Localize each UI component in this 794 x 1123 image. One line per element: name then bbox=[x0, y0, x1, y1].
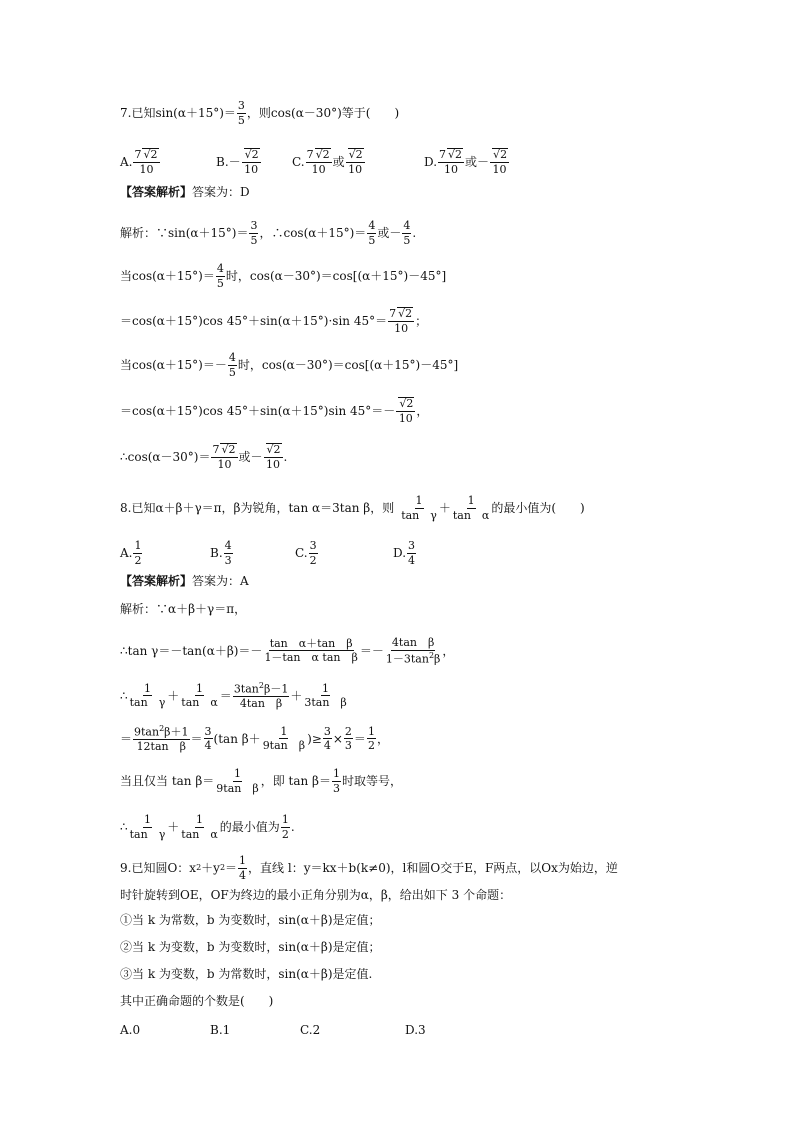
fraction-den: 3 bbox=[344, 739, 352, 753]
sqrt-arg: 2 bbox=[455, 148, 463, 161]
text: ∴cos(α－30°)＝ bbox=[120, 449, 211, 464]
fraction-den: 1－3tan bbox=[385, 652, 429, 666]
q8-solution-line-1 bbox=[120, 603, 246, 615]
answer-tag: 【答案解析】 bbox=[120, 185, 193, 199]
exponent: 2 bbox=[258, 681, 264, 690]
sqrt-arg: 2 bbox=[322, 148, 330, 161]
fraction-den: 5 bbox=[250, 233, 258, 247]
text: ＝ bbox=[225, 861, 238, 876]
text: ＝cos(α＋15°)cos 45°＋sin(α＋15°)sin 45°＝－ bbox=[120, 403, 396, 418]
text: ，即 tan β＝ bbox=[260, 774, 331, 789]
text: 时针旋转到OE，OF为终边的最小正角分别为α，β，给出如下 3 个命题： bbox=[120, 888, 512, 902]
text: ②当 k 为变数，b 为变数时，sin(α＋β)是定值； bbox=[120, 940, 381, 954]
q8-stem-text: 8.已知α＋β＋γ＝π，β为锐角，tan α＝3tan β，则 bbox=[120, 501, 395, 516]
sqrt-arg: 2 bbox=[228, 443, 236, 456]
text: 解析：∵sin(α＋15°)＝ bbox=[120, 226, 249, 241]
exponent: 2 bbox=[428, 650, 435, 660]
q9-option-c[interactable] bbox=[300, 1024, 405, 1036]
fraction-num: 9tan bbox=[134, 725, 160, 739]
fraction-num: 1 bbox=[233, 767, 241, 780]
text: ＝ bbox=[353, 731, 366, 746]
fraction-den: 10 bbox=[311, 162, 326, 176]
fraction-num: 3 bbox=[309, 539, 317, 552]
fraction-den: 3 bbox=[224, 553, 232, 567]
q8-solution-line-2 bbox=[120, 637, 454, 665]
fraction-den: β bbox=[434, 652, 441, 666]
fraction-den: 10 bbox=[217, 457, 232, 471]
q7-solution-line-1 bbox=[120, 220, 416, 246]
text: 解析：∵α＋β＋γ＝π， bbox=[120, 602, 247, 616]
q7-option-d[interactable] bbox=[424, 148, 510, 175]
fraction-num: 7 bbox=[389, 307, 397, 320]
fraction-num: 3 bbox=[408, 539, 416, 552]
fraction-num: 1 bbox=[143, 681, 151, 695]
fraction-num: tan α＋tan β bbox=[269, 636, 353, 650]
q7-solution-line-5 bbox=[120, 397, 428, 424]
fraction-den: 4 bbox=[239, 868, 247, 882]
fraction-den: 5 bbox=[368, 233, 376, 247]
fraction-num: 3tan bbox=[233, 682, 259, 696]
q7-stem bbox=[120, 100, 399, 126]
text: 当cos(α＋15°)＝－ bbox=[120, 358, 227, 373]
text: . bbox=[283, 449, 288, 464]
sqrt-icon: √2 bbox=[143, 148, 158, 161]
option-or: 或－ bbox=[465, 154, 490, 169]
q7-answer bbox=[120, 186, 250, 198]
option-label: D. bbox=[424, 154, 438, 169]
fraction-den: 9tan β bbox=[262, 739, 306, 753]
text: ＝－ bbox=[359, 643, 384, 658]
sqrt-arg: 2 bbox=[150, 148, 158, 161]
fraction-num: 1 bbox=[415, 494, 423, 507]
q9-option-b[interactable] bbox=[210, 1024, 300, 1036]
q7-solution-line-3 bbox=[120, 307, 427, 334]
text: ①当 k 为常数，b 为变数时，sin(α＋β)是定值； bbox=[120, 913, 381, 927]
text: × bbox=[332, 731, 343, 746]
fraction-num: 4 bbox=[228, 351, 236, 364]
text: (tan β＋ bbox=[213, 731, 261, 746]
fraction-num: 4 bbox=[368, 219, 376, 232]
q9-option-d[interactable] bbox=[405, 1024, 426, 1036]
fraction-num: 7 bbox=[212, 443, 220, 456]
text: )≥ bbox=[307, 731, 322, 746]
q8-stem-text-end: 的最小值为( ) bbox=[491, 501, 585, 516]
option-label: A. bbox=[120, 154, 133, 169]
equals-sign: ＝ bbox=[219, 688, 232, 703]
text: ∴ bbox=[120, 820, 128, 835]
fraction-den: 10 bbox=[244, 162, 259, 176]
fraction-num: β＋1 bbox=[164, 725, 189, 739]
fraction-den: tan γ bbox=[129, 696, 166, 710]
option-label: A. bbox=[120, 546, 133, 561]
option-label: B.－ bbox=[216, 154, 241, 169]
fraction-num: 1 bbox=[196, 813, 204, 826]
sqrt-icon: √2 bbox=[398, 307, 413, 320]
q8-solution-line-4 bbox=[120, 725, 389, 753]
plus-sign: ＋ bbox=[167, 820, 180, 835]
option-label: C. bbox=[295, 546, 308, 561]
text: ＝ bbox=[190, 731, 203, 746]
option-label: C.2 bbox=[300, 1023, 321, 1037]
q9-question bbox=[120, 995, 273, 1007]
fraction-num: 1 bbox=[332, 767, 340, 780]
fraction-den: tan α bbox=[181, 696, 218, 710]
q8-answer bbox=[120, 575, 249, 587]
fraction-den: 1－tan α tan β bbox=[264, 651, 358, 665]
option-or: 或 bbox=[332, 154, 345, 169]
text: ＋y bbox=[201, 861, 220, 876]
q7-solution-line-4 bbox=[120, 352, 458, 378]
fraction-den: 10 bbox=[348, 162, 363, 176]
text: ， bbox=[442, 643, 455, 658]
fraction-den: 10 bbox=[266, 457, 281, 471]
q9-claim-2 bbox=[120, 941, 381, 953]
fraction-den: 9tan β bbox=[216, 781, 259, 795]
fraction-num: 7 bbox=[439, 148, 447, 161]
fraction-den: 2 bbox=[134, 553, 142, 567]
fraction-num: 4 bbox=[224, 539, 232, 552]
q9-claim-3 bbox=[120, 968, 372, 980]
fraction-num: 7 bbox=[134, 148, 142, 161]
fraction-num: 1 bbox=[467, 494, 475, 507]
exponent: 2 bbox=[196, 863, 202, 873]
sqrt-icon: √2 bbox=[399, 397, 414, 410]
text: . bbox=[412, 226, 417, 241]
answer-tag: 【答案解析】 bbox=[120, 574, 193, 588]
text: 时取等号， bbox=[341, 774, 402, 789]
text: 时，cos(α－30°)＝cos[(α＋15°)－45°] bbox=[225, 269, 447, 284]
sqrt-arg: 2 bbox=[355, 148, 363, 161]
sqrt-icon: √2 bbox=[348, 148, 363, 161]
answer-text: 答案为：D bbox=[192, 185, 250, 199]
fraction-num: 3 bbox=[323, 724, 331, 738]
text: ，∴cos(α＋15°)＝ bbox=[259, 226, 367, 241]
fraction-num: 1 bbox=[239, 854, 247, 867]
fraction-den: tan γ bbox=[401, 508, 437, 522]
q7-stem-fraction bbox=[237, 100, 246, 126]
sqrt-arg: 2 bbox=[251, 148, 259, 161]
fraction-den: 5 bbox=[228, 365, 236, 379]
fraction-num: 3 bbox=[204, 724, 212, 738]
fraction-num: 1 bbox=[143, 813, 151, 826]
sqrt-icon: √2 bbox=[315, 148, 330, 161]
exponent: 2 bbox=[219, 863, 226, 873]
fraction-num: 1 bbox=[367, 724, 375, 738]
q8-option-d[interactable] bbox=[393, 540, 417, 566]
fraction-num: β－1 bbox=[263, 682, 289, 696]
q7-option-c[interactable] bbox=[292, 148, 424, 175]
q7-options bbox=[120, 148, 510, 175]
sqrt-arg: 2 bbox=[406, 397, 414, 410]
text: ＝cos(α＋15°)cos 45°＋sin(α＋15°)·sin 45°＝ bbox=[120, 313, 388, 328]
sqrt-icon: √2 bbox=[221, 443, 236, 456]
text: 其中正确命题的个数是( ) bbox=[120, 994, 274, 1008]
text: ∴ bbox=[120, 688, 128, 703]
option-label: D. bbox=[393, 546, 407, 561]
q7-stem-text: 7.已知sin(α＋15°)＝ bbox=[120, 106, 236, 121]
fraction-num: 1 bbox=[281, 813, 289, 826]
text: . bbox=[290, 820, 295, 835]
text: 时，cos(α－30°)＝cos[(α＋15°)－45°] bbox=[237, 358, 459, 373]
fraction-num: 1 bbox=[280, 724, 288, 738]
option-label: B. bbox=[210, 546, 223, 561]
fraction-den: 10 bbox=[492, 162, 507, 176]
sqrt-icon: √2 bbox=[266, 443, 281, 456]
text: ＝ bbox=[120, 731, 133, 746]
fraction-den: tan α bbox=[452, 508, 490, 522]
text: ∴tan γ＝－tan(α＋β)＝－ bbox=[120, 643, 263, 658]
fraction-num: 1 bbox=[196, 681, 204, 695]
q7-solution-line-2 bbox=[120, 263, 446, 289]
fraction-den: tan γ bbox=[129, 827, 166, 841]
q9-options bbox=[120, 1024, 426, 1036]
option-label: B.1 bbox=[210, 1023, 231, 1037]
option-label: A.0 bbox=[120, 1023, 141, 1037]
fraction-num: 3 bbox=[250, 219, 258, 232]
q7-option-a[interactable] bbox=[120, 148, 216, 175]
q7-option-b[interactable] bbox=[216, 148, 292, 175]
sqrt-arg: 2 bbox=[273, 443, 281, 456]
sqrt-icon: √2 bbox=[244, 148, 259, 161]
fraction-num: 4 bbox=[403, 219, 411, 232]
fraction-den: 5 bbox=[237, 113, 245, 127]
sqrt-icon: √2 bbox=[448, 148, 463, 161]
fraction-num: 1 bbox=[322, 681, 330, 695]
fraction-den: 3tan β bbox=[304, 696, 347, 710]
fraction-den: 12tan β bbox=[136, 740, 186, 754]
q8-option-a[interactable] bbox=[120, 540, 210, 566]
fraction-den: 5 bbox=[216, 276, 224, 290]
text: 的最小值为 bbox=[219, 820, 280, 835]
fraction-den: 4 bbox=[408, 553, 416, 567]
q7-solution-line-6 bbox=[120, 443, 287, 470]
q9-stem-line-2 bbox=[120, 889, 511, 901]
q8-option-b[interactable] bbox=[210, 540, 295, 566]
sqrt-arg: 2 bbox=[405, 307, 413, 320]
text: ， bbox=[416, 403, 429, 418]
fraction-num: 7 bbox=[306, 148, 314, 161]
fraction-num: 4 bbox=[216, 262, 224, 275]
plus-sign: ＋ bbox=[290, 688, 303, 703]
text: 或－ bbox=[377, 226, 402, 241]
fraction-den: tan α bbox=[181, 827, 218, 841]
text: 或－ bbox=[238, 449, 263, 464]
fraction-den: 10 bbox=[394, 321, 409, 335]
text: 当cos(α＋15°)＝ bbox=[120, 269, 215, 284]
sqrt-icon: √2 bbox=[493, 148, 508, 161]
text: 9.已知圆O：x bbox=[120, 861, 197, 876]
text: 当且仅当 tan β＝ bbox=[120, 774, 215, 789]
q9-claim-1 bbox=[120, 914, 381, 926]
exponent: 2 bbox=[159, 724, 165, 733]
sqrt-arg: 2 bbox=[500, 148, 508, 161]
fraction-den: 10 bbox=[398, 411, 413, 425]
text: ，直线 l：y＝kx＋b(k≠0)，l和圆O交于E，F两点，以Ox为始边，逆 bbox=[248, 861, 618, 876]
fraction-den: 2 bbox=[367, 739, 375, 753]
q8-options bbox=[120, 540, 417, 566]
q8-solution-line-6 bbox=[120, 814, 295, 840]
text: ③当 k 为变数，b 为常数时，sin(α＋β)是定值. bbox=[120, 967, 373, 981]
q7-stem-text-end: ，则cos(α－30°)等于( ) bbox=[246, 106, 400, 121]
fraction-num: 3 bbox=[237, 99, 245, 112]
plus-sign: ＋ bbox=[167, 688, 180, 703]
fraction-num: 4tan β bbox=[391, 636, 435, 649]
fraction-den: 3 bbox=[332, 781, 340, 795]
fraction-num: 1 bbox=[134, 539, 142, 552]
fraction-den: 4 bbox=[204, 739, 212, 753]
text: ， bbox=[376, 731, 389, 746]
q8-solution-line-5 bbox=[120, 768, 402, 794]
answer-text: 答案为：A bbox=[192, 574, 249, 588]
fraction-den: 2 bbox=[281, 827, 289, 841]
fraction-den: 2 bbox=[309, 553, 317, 567]
fraction-den: 10 bbox=[139, 162, 154, 176]
fraction-num: 2 bbox=[344, 724, 352, 738]
text: ； bbox=[415, 313, 428, 328]
fraction-den: 4tan β bbox=[239, 697, 283, 711]
q9-option-a[interactable] bbox=[120, 1024, 210, 1036]
plus-sign: ＋ bbox=[438, 501, 451, 516]
q9-stem-line-1 bbox=[120, 855, 618, 881]
fraction-den: 10 bbox=[444, 162, 459, 176]
option-label: C. bbox=[292, 154, 305, 169]
fraction-den: 4 bbox=[323, 739, 331, 753]
q8-option-c[interactable] bbox=[295, 540, 393, 566]
fraction-den: 5 bbox=[403, 233, 411, 247]
q8-solution-line-3 bbox=[120, 682, 349, 710]
q8-stem bbox=[120, 495, 585, 521]
option-label: D.3 bbox=[405, 1023, 426, 1037]
